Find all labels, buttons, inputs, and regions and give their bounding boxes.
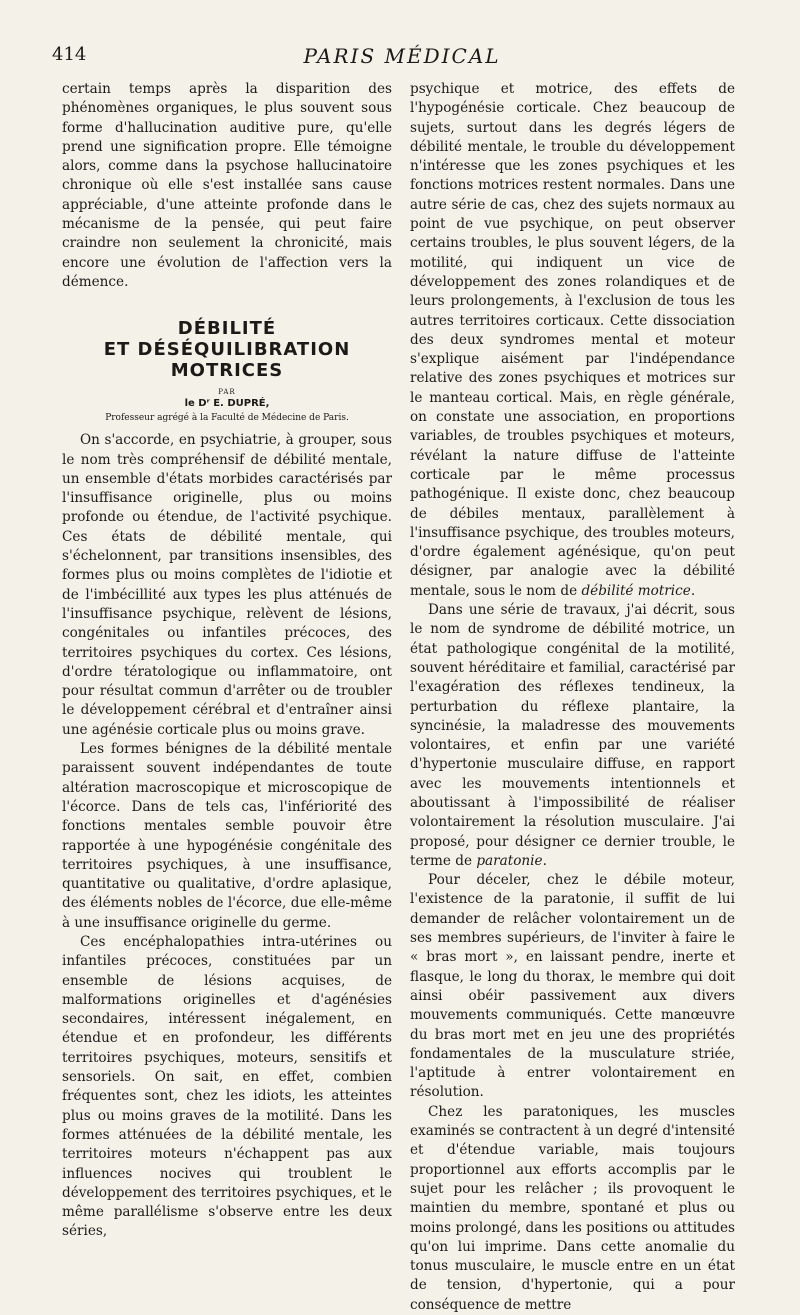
right-paragraph-1 (410, 80, 735, 601)
right-paragraph-1-text: psychique et motrice, des effets de l'hypogénésie corticale. Chez beaucoup de sujets, surtout dans les degrés légers de débilité mentale, le trouble du développement n'intéresse que les zones psychiques et les fonctions motrices restent normales. Dans une autre série de cas, chez des sujets normaux au point de vue psychique, on peut observer certains troubles, le plus souvent légers, de la motilité, qui indiquent un vice de développement des zones rolandiques et de leurs prolongements, à l'exclusion de tous les autres territoires corticaux. Cette dissociation des deux syndromes mental et moteur s'explique aisément par l'indépendance relative des zones psychiques et motrices sur le manteau cortical. Mais, en règle générale, on constate une association, en proportions variables, de troubles psychiques et moteurs, révélant la nature diffuse de l'atteinte corticale par le même processus pathogénique. Il existe donc, chez beaucoup de débiles mentaux, parallèlement à l'insuffisance psychique, des troubles moteurs, d'ordre également agénésique, qu'on peut désigner, par analogie avec la débilité mentale, sous le nom de (410, 81, 735, 599)
right-paragraph-2-text: Dans une série de travaux, j'ai décrit, sous le nom de syndrome de débilité motrice, un état pathologique congénital de la motilité, souvent héréditaire et familial, caractérisé par l'exagération des réflexes tendineux, la perturbation du réflexe plantaire, la syncinésie, la maladresse des mouvements volontaires, et enfin par une variété d'hypertonie musculaire diffuse, en rapport avec les mouvements intentionnels et aboutissant à l'impossibilité de réaliser volontairement la résolution musculaire. J'ai proposé, pour désigner ce dernier trouble, le terme de (410, 602, 735, 869)
article-title (62, 318, 392, 381)
byline-affiliation: Professeur agrégé à la Faculté de Médecine de Paris. (105, 413, 349, 424)
right-paragraph-1-end: . (690, 582, 696, 599)
page-number: 414 (52, 44, 87, 65)
right-paragraph-2-end: . (542, 852, 547, 869)
article-title-line-3: MOTRICES (170, 360, 284, 382)
running-title: PARIS MÉDICAL (303, 44, 501, 68)
left-column (62, 80, 392, 1242)
page-header (52, 44, 752, 72)
right-paragraph-2 (410, 601, 735, 871)
body-paragraph-3: Ces encéphalopathies intra-utérines ou infantiles précoces, constituées par un ensemble de lésions acquises, de malformations originelles et d'agénésies secondaires, intéressent inégalement, en étendue et en profondeur, les différents territoires psychiques, moteurs, sensitifs et sensoriels. On sait, en effet, combien fréquentes sont, chez les idiots, les atteintes plus ou moins graves de la motilité. Dans les formes atténuées de la débilité mentale, les territoires moteurs n'échappent pas aux influences nocives qui troublent le développement des territoires psychiques, et le même parallélisme s'observe entre les deux séries, (62, 933, 392, 1240)
term-debilite-motrice: débilité motrice (581, 582, 691, 599)
article-title-line-2: ET DÉSÉQUILIBRATION (103, 339, 351, 361)
term-paratonie: paratonie (476, 852, 543, 869)
body-paragraph-1: On s'accorde, en psychiatrie, à grouper, sous le nom très compréhensif de débilité mentale, un ensemble d'états morbides caractérisés par l'insuffisance originelle, plus ou moins profonde ou étendue, de l'activité psychique. Ces états de débilité mentale, qui s'échelonnent, par transitions insensibles, des formes plus ou moins complètes de l'idiotie et de l'imbécillité aux types les plus atténués de l'insuffisance psychique, relèvent de lésions, congénitales ou infantiles précoces, des territoires psychiques du cortex. Ces lésions, d'ordre tératologique ou inflammatoire, ont pour résultat commun d'arrêter ou de troubler le développement cérébral et d'entraîner ainsi une agénésie corticale plus ou moins grave. (62, 432, 392, 738)
intro-paragraph: certain temps après la disparition des phénomènes organiques, le plus souvent sous forme d'hallucination auditive pure, qu'elle prend une signification propre. Elle témoigne alors, comme dans la psychose hallucinatoire chronique où elle s'est installée sans cause appréciable, d'une atteinte profonde dans le mécanisme de la pensée, qui peut faire craindre non seulement la chronicité, mais encore une évolution de l'affection vers la démence. (62, 81, 392, 290)
byline-par: PAR (218, 388, 236, 397)
body-paragraph-2: Les formes bénignes de la débilité mentale paraissent souvent indépendantes de toute altération macroscopique et microscopique de l'écorce. Dans de tels cas, l'infériorité des fonctions mentales semble pouvoir être rapportée à une hypogénésie congénitale des territoires psychiques, à une insuffisance, quantitative ou qualitative, d'ordre aplasique, des éléments nobles de l'écorce, due elle-même à une insuffisance originelle du germe. (62, 741, 392, 931)
right-paragraph-3: Pour déceler, chez le débile moteur, l'existence de la paratonie, il suffit de lui demander de relâcher volontairement un de ses membres supérieurs, de l'inviter à faire le « bras mort », en laissant pendre, inerte et flasque, le long du thorax, le membre qui doit ainsi obéir passivement aux divers mouvements communiqués. Cette manœuvre du bras mort met en jeu une des propriétés fondamentales de la musculature striée, l'aptitude à entrer volontairement en résolution. (410, 872, 735, 1101)
byline-author: le Dʳ E. DUPRÉ, (184, 398, 270, 410)
right-column (410, 80, 735, 1315)
article-title-line-1: DÉBILITÉ (177, 318, 277, 340)
right-paragraph-4: Chez les paratoniques, les muscles examinés se contractent à un degré d'intensité et d'étendue variable, mais toujours proportionnel aux efforts accomplis par le sujet pour les relâcher ; ils provoquent le maintien du membre, spontané et plus ou moins prolongé, dans les positions ou attitudes qu'on lui imprime. Dans cette anomalie du tonus musculaire, le muscle entre en un état de tension, d'hypertonie, qui a pour conséquence de mettre (410, 1103, 735, 1313)
